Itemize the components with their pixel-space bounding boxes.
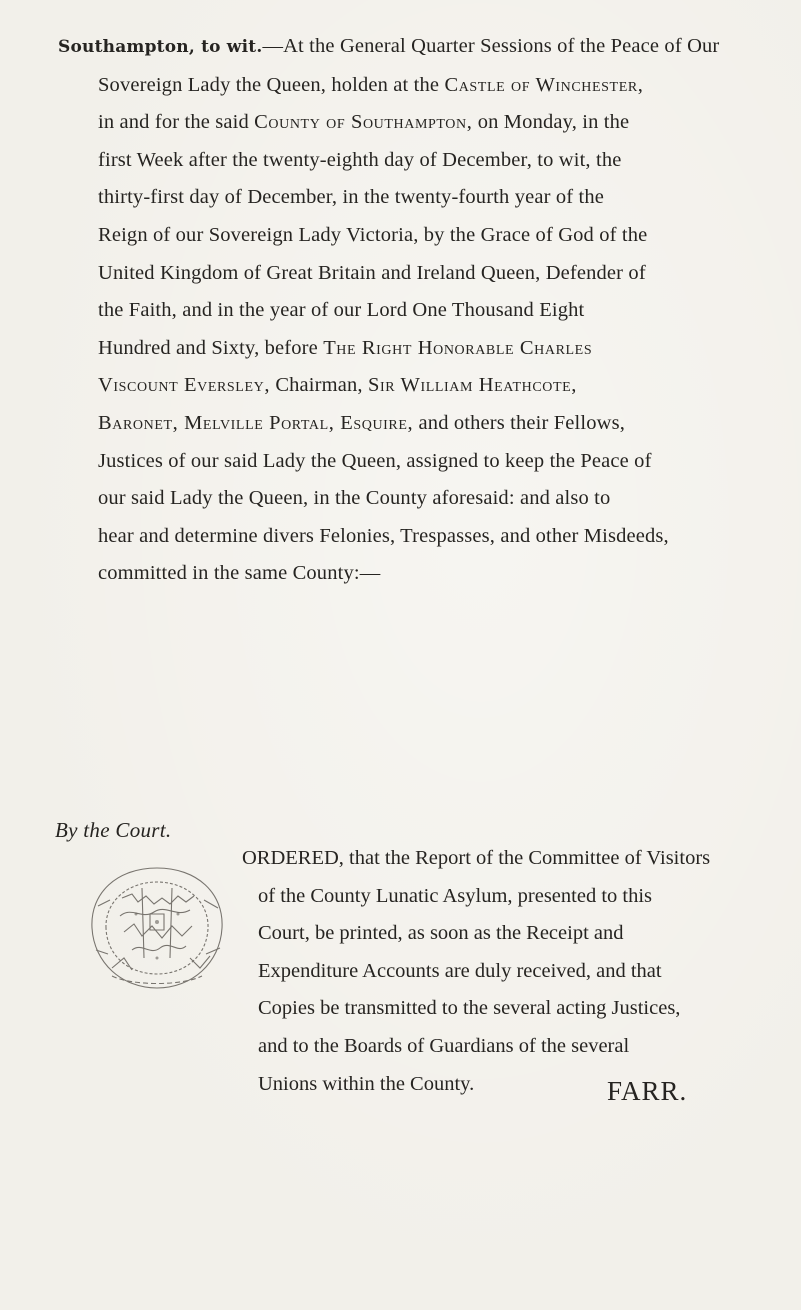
order-line-4: Expenditure Accounts are duly received, and that bbox=[258, 959, 662, 982]
preamble-line-13: our said Lady the Queen, in the County aforesaid: and also to bbox=[98, 487, 611, 510]
baronet-names: Baronet, Melville Portal, Esquire, bbox=[98, 411, 414, 434]
sessions-preamble bbox=[58, 28, 738, 593]
clerk-signature: FARR. bbox=[607, 1076, 688, 1106]
preamble-line-6: Reign of our Sovereign Lady Victoria, by the Grace of God of the bbox=[98, 223, 648, 246]
viscount-name: Viscount Eversley, bbox=[98, 374, 271, 397]
preamble-line-2: Sovereign Lady the Queen, holden at the Castle of Winchester, bbox=[98, 73, 644, 96]
preamble-line-11: Baronet, Melville Portal, Esquire, and others their Fellows, bbox=[98, 411, 625, 434]
court-seal-stamp bbox=[72, 858, 242, 998]
order-line-6: and to the Boards of Guardians of the several bbox=[258, 1034, 630, 1057]
order-line-2: of the County Lunatic Asylum, presented to this bbox=[258, 884, 653, 907]
by-the-court-label: By the Court. bbox=[55, 818, 172, 842]
sir-william-name: Sir William Heathcote, bbox=[367, 374, 578, 397]
preamble-line-3: in and for the said County of Southampton, on Monday, in the bbox=[98, 111, 630, 134]
preamble-line-14: hear and determine divers Felonies, Trespasses, and other Misdeeds, bbox=[98, 524, 669, 547]
preamble-line-1: Southampton, to wit.—At the General Quarter Sessions of the Peace of Our bbox=[58, 35, 720, 57]
county-name: County of Southampton, bbox=[254, 111, 473, 134]
castle-name: Castle of Winchester, bbox=[444, 73, 644, 96]
court-order bbox=[242, 840, 758, 1103]
order-line-5: Copies be transmitted to the several acting Justices, bbox=[258, 997, 681, 1020]
preamble-line-12: Justices of our said Lady the Queen, assigned to keep the Peace of bbox=[98, 449, 652, 472]
preamble-line-7: United Kingdom of Great Britain and Ireland Queen, Defender of bbox=[98, 261, 646, 284]
preamble-line-8: the Faith, and in the year of our Lord One Thousand Eight bbox=[98, 299, 585, 322]
place-heading: Southampton, to wit. bbox=[58, 37, 263, 57]
preamble-line-10: Viscount Eversley, Chairman, Sir William Heathcote, bbox=[98, 374, 578, 397]
preamble-line-9: Hundred and Sixty, before The Right Honorable Charles bbox=[98, 336, 593, 359]
right-honorable: The Right Honorable Charles bbox=[323, 336, 593, 359]
order-line-3: Court, be printed, as soon as the Receipt and bbox=[258, 922, 624, 945]
preamble-line-15: committed in the same County:— bbox=[98, 562, 381, 585]
order-line-1: ORDERED, that the Report of the Committee of Visitors bbox=[242, 847, 711, 869]
preamble-line-4: first Week after the twenty-eighth day of December, to wit, the bbox=[98, 148, 622, 171]
preamble-line-5: thirty-first day of December, in the twenty-fourth year of the bbox=[98, 186, 604, 209]
order-line-7: Unions within the County. bbox=[258, 1072, 475, 1095]
